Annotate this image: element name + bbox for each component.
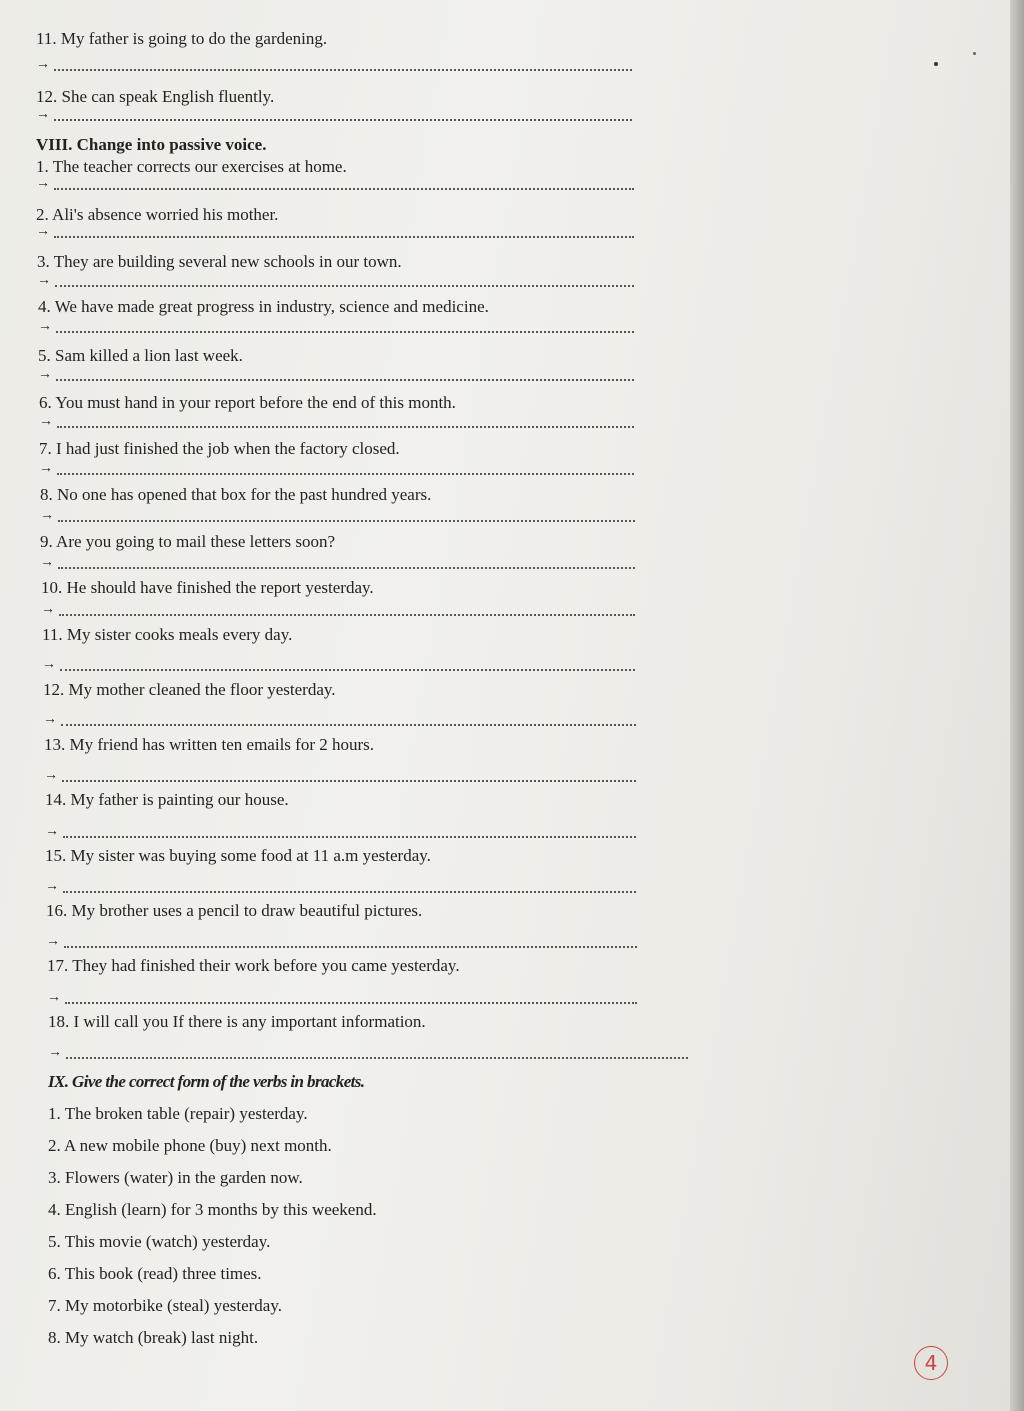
arrow-icon: → <box>40 508 54 523</box>
s9-question: 4. English (learn) for 3 months by this weekend. <box>48 1200 377 1219</box>
dotted-line <box>58 520 635 522</box>
answer-line[interactable] <box>36 57 632 77</box>
s9-question: 2. A new mobile phone (buy) next month. <box>48 1136 332 1155</box>
s8-question: 18. I will call you If there is any important information. <box>48 1012 426 1031</box>
dotted-line <box>65 1002 637 1004</box>
paper-speck <box>934 62 938 66</box>
arrow-icon: → <box>41 602 55 617</box>
dotted-line <box>57 426 634 428</box>
page-number: 4 <box>914 1346 948 1380</box>
s8-question: 17. They had finished their work before you came yesterday. <box>47 956 460 975</box>
question-12-top: 12. She can speak English fluently. <box>36 87 275 106</box>
answer-line[interactable] <box>38 367 634 387</box>
answer-line[interactable] <box>46 934 637 954</box>
arrow-icon: → <box>36 107 50 122</box>
dotted-line <box>57 473 634 475</box>
answer-line[interactable] <box>43 712 636 732</box>
dotted-line <box>63 836 636 838</box>
dotted-line <box>55 285 634 287</box>
answer-line[interactable] <box>40 555 635 575</box>
answer-line[interactable] <box>36 107 632 127</box>
answer-line[interactable] <box>45 824 636 844</box>
dotted-line <box>60 669 635 671</box>
s9-question: 7. My motorbike (steal) yesterday. <box>48 1296 282 1315</box>
s8-question: 16. My brother uses a pencil to draw beautiful pictures. <box>46 901 423 920</box>
s9-question: 3. Flowers (water) in the garden now. <box>48 1168 303 1187</box>
s8-question: 15. My sister was buying some food at 11 a.m yesterday. <box>45 846 431 865</box>
arrow-icon: → <box>37 273 51 288</box>
answer-line[interactable] <box>39 461 634 481</box>
s8-question: 8. No one has opened that box for the past hundred years. <box>40 485 432 504</box>
dotted-line <box>56 379 634 381</box>
s9-question: 6. This book (read) three times. <box>48 1264 262 1283</box>
answer-line[interactable] <box>37 273 634 293</box>
s8-question: 11. My sister cooks meals every day. <box>42 625 293 644</box>
arrow-icon: → <box>48 1045 62 1060</box>
s8-question: 6. You must hand in your report before the end of this month. <box>39 393 456 412</box>
dotted-line <box>54 119 632 121</box>
question-11-top: 11. My father is going to do the gardening. <box>36 29 328 48</box>
answer-line[interactable] <box>47 990 637 1010</box>
arrow-icon: → <box>36 57 50 72</box>
answer-line[interactable] <box>41 602 635 622</box>
s8-question: 1. The teacher corrects our exercises at home. <box>36 157 347 176</box>
arrow-icon: → <box>40 555 54 570</box>
dotted-line <box>62 780 636 782</box>
arrow-icon: → <box>39 414 53 429</box>
section-9-heading: IX. Give the correct form of the verbs in brackets. <box>48 1072 365 1091</box>
paper-edge-shadow <box>1010 0 1024 1411</box>
arrow-icon: → <box>42 657 56 672</box>
answer-line[interactable] <box>42 657 635 677</box>
s8-question: 5. Sam killed a lion last week. <box>38 346 243 365</box>
s9-question: 5. This movie (watch) yesterday. <box>48 1232 271 1251</box>
arrow-icon: → <box>47 990 61 1005</box>
answer-line[interactable] <box>36 224 634 244</box>
arrow-icon: → <box>45 879 59 894</box>
arrow-icon: → <box>43 712 57 727</box>
answer-line[interactable] <box>40 508 635 528</box>
s8-question: 9. Are you going to mail these letters soon? <box>40 532 336 551</box>
s9-question: 8. My watch (break) last night. <box>48 1328 259 1347</box>
dotted-line <box>64 946 637 948</box>
arrow-icon: → <box>36 224 50 239</box>
s8-question: 12. My mother cleaned the floor yesterday. <box>43 680 336 699</box>
arrow-icon: → <box>39 461 53 476</box>
answer-line[interactable] <box>39 414 634 434</box>
arrow-icon: → <box>38 367 52 382</box>
arrow-icon: → <box>38 319 52 334</box>
answer-line[interactable] <box>45 879 636 899</box>
dotted-line <box>59 614 635 616</box>
paper-speck <box>973 52 976 55</box>
dotted-line <box>66 1057 688 1059</box>
s8-question: 7. I had just finished the job when the factory closed. <box>39 439 400 458</box>
answer-line[interactable] <box>48 1045 688 1065</box>
dotted-line <box>61 724 636 726</box>
dotted-line <box>63 891 636 893</box>
s9-question: 1. The broken table (repair) yesterday. <box>48 1104 308 1123</box>
arrow-icon: → <box>36 176 50 191</box>
arrow-icon: → <box>45 824 59 839</box>
answer-line[interactable] <box>38 319 634 339</box>
s8-question: 13. My friend has written ten emails for 2 hours. <box>44 735 375 754</box>
s8-question: 10. He should have finished the report yesterday. <box>41 578 374 597</box>
arrow-icon: → <box>46 934 60 949</box>
arrow-icon: → <box>44 768 58 783</box>
dotted-line <box>56 331 634 333</box>
dotted-line <box>54 188 634 190</box>
dotted-line <box>54 69 632 71</box>
s8-question: 3. They are building several new schools in our town. <box>37 252 402 271</box>
s8-question: 4. We have made great progress in industry, science and medicine. <box>38 297 489 316</box>
answer-line[interactable] <box>36 176 634 196</box>
answer-line[interactable] <box>44 768 636 788</box>
s8-question: 2. Ali's absence worried his mother. <box>36 205 279 224</box>
section-8-heading: VIII. Change into passive voice. <box>36 135 267 154</box>
s8-question: 14. My father is painting our house. <box>45 790 289 809</box>
dotted-line <box>58 567 635 569</box>
dotted-line <box>54 236 634 238</box>
